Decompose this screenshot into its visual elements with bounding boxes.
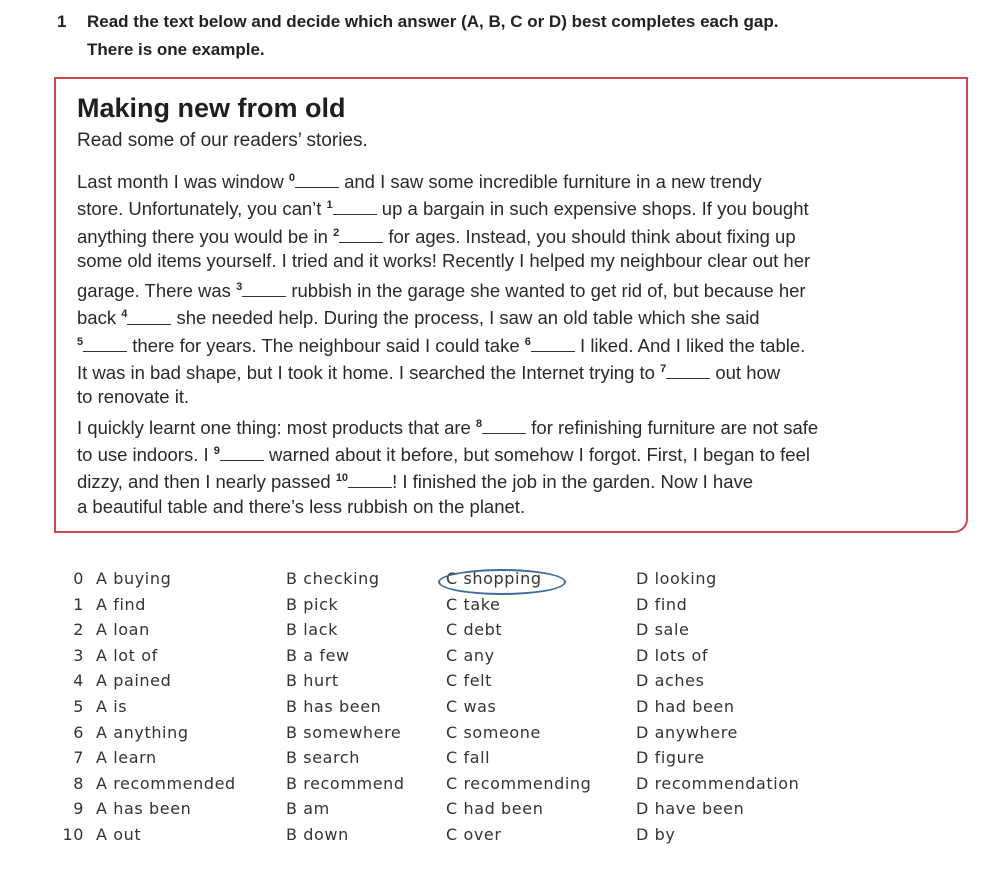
option-b[interactable]: B pick <box>286 594 339 614</box>
option-a[interactable]: A find <box>96 594 147 614</box>
option-d[interactable]: D had been <box>636 696 735 716</box>
answer-options <box>60 569 960 851</box>
article-line <box>77 465 957 492</box>
gap-blank[interactable] <box>482 416 526 434</box>
option-c[interactable]: C felt <box>446 671 493 691</box>
gap-number: 8 <box>476 417 483 430</box>
text-segment: Last month I was window <box>77 171 289 193</box>
article-line <box>77 192 957 219</box>
option-d[interactable]: D recommendation <box>636 773 800 793</box>
option-b[interactable]: B recommend <box>286 773 405 793</box>
text-segment: a beautiful table and there’s less rubbish on the planet. <box>77 495 526 517</box>
option-d[interactable]: D anywhere <box>636 722 738 742</box>
option-a[interactable]: A lot of <box>96 645 158 665</box>
text-segment: and I saw some incredible furniture in a new trendy <box>338 171 762 193</box>
article-text <box>77 165 957 520</box>
option-b[interactable]: B hurt <box>286 671 339 691</box>
option-a[interactable]: A recommended <box>96 773 236 793</box>
gap-number: 9 <box>213 444 220 457</box>
article-line <box>77 356 957 383</box>
option-row <box>60 569 960 595</box>
option-b[interactable]: B somewhere <box>286 722 402 742</box>
option-b[interactable]: B am <box>286 799 330 819</box>
gap-blank[interactable] <box>220 443 264 461</box>
question-number: 4 <box>73 671 84 691</box>
option-a[interactable]: A is <box>96 696 128 716</box>
option-row <box>60 646 960 672</box>
text-segment: to renovate it. <box>77 386 190 408</box>
text-segment: some old items yourself. I tried and it works! Recently I helped my neighbour clear out her <box>77 249 811 271</box>
option-d[interactable]: D aches <box>636 671 705 691</box>
text-segment: I quickly learnt one thing: most products that are <box>77 416 476 438</box>
article-line <box>77 274 957 301</box>
text-segment: garage. There was <box>77 280 237 302</box>
gap-number: 5 <box>77 335 84 348</box>
option-a[interactable]: A anything <box>96 722 189 742</box>
option-b[interactable]: B a few <box>286 645 350 665</box>
gap-blank[interactable] <box>127 307 171 325</box>
question-number: 7 <box>73 748 84 768</box>
question-number: 10 <box>62 824 84 844</box>
option-row <box>60 697 960 723</box>
article-line <box>77 493 957 520</box>
text-segment: ! I finished the job in the garden. Now I have <box>392 471 754 493</box>
text-segment: there for years. The neighbour said I could take <box>127 334 525 356</box>
question-number: 5 <box>73 696 84 716</box>
article-line <box>77 220 957 247</box>
option-d[interactable]: D by <box>636 824 676 844</box>
option-a[interactable]: A out <box>96 824 142 844</box>
gap-number: 2 <box>333 226 340 239</box>
option-b[interactable]: B has been <box>286 696 382 716</box>
gap-blank[interactable] <box>666 361 710 379</box>
option-d[interactable]: D have been <box>636 799 745 819</box>
article-line <box>77 411 957 438</box>
option-a[interactable]: A learn <box>96 748 157 768</box>
option-b[interactable]: B search <box>286 748 361 768</box>
article-line <box>77 383 957 410</box>
question-number: 2 <box>73 620 84 640</box>
gap-blank[interactable] <box>83 334 127 352</box>
text-segment: It was in bad shape, but I took it home. I searched the Internet trying to <box>77 362 661 384</box>
option-row <box>60 774 960 800</box>
gap-number: 1 <box>326 199 333 212</box>
option-c[interactable]: C debt <box>446 620 503 640</box>
option-d[interactable]: D lots of <box>636 645 709 665</box>
gap-number: 7 <box>660 363 667 376</box>
option-a[interactable]: A loan <box>96 620 150 640</box>
question-number: 9 <box>73 799 84 819</box>
text-segment: rubbish in the garage she wanted to get rid of, but because her <box>286 280 806 302</box>
text-segment: warned about it before, but somehow I forgot. First, I began to feel <box>263 444 810 466</box>
option-a[interactable]: A buying <box>96 569 172 588</box>
text-segment: out how <box>710 362 781 384</box>
option-d[interactable]: D looking <box>636 569 717 588</box>
article-line <box>77 165 957 192</box>
gap-blank[interactable] <box>242 279 286 297</box>
option-c[interactable]: C any <box>446 645 495 665</box>
text-segment: anything there you would be in <box>77 225 334 247</box>
question-number: 0 <box>73 569 84 588</box>
gap-blank[interactable] <box>348 470 392 488</box>
gap-number: 10 <box>335 472 349 485</box>
gap-blank[interactable] <box>295 170 339 188</box>
option-d[interactable]: D figure <box>636 748 705 768</box>
article-box <box>54 77 968 533</box>
option-d[interactable]: D find <box>636 594 688 614</box>
option-row <box>60 748 960 774</box>
option-c[interactable]: C someone <box>446 722 541 742</box>
text-segment: dizzy, and then I nearly passed <box>77 471 336 493</box>
gap-number: 3 <box>236 281 243 294</box>
option-row <box>60 723 960 749</box>
gap-number: 6 <box>524 335 531 348</box>
gap-blank[interactable] <box>339 225 383 243</box>
text-segment: for refinishing furniture are not safe <box>526 416 819 438</box>
article-title: Making new from old <box>77 93 346 123</box>
text-segment: to use indoors. I <box>77 444 214 466</box>
article-line <box>77 329 957 356</box>
question-number: 8 <box>73 773 84 793</box>
option-d[interactable]: D sale <box>636 620 690 640</box>
option-a[interactable]: A pained <box>96 671 172 691</box>
question-number: 1 <box>73 594 84 614</box>
text-segment: back <box>77 307 122 329</box>
option-c[interactable]: C fall <box>446 748 491 768</box>
gap-number: 0 <box>288 172 295 184</box>
option-a[interactable]: A has been <box>96 799 192 819</box>
text-segment: store. Unfortunately, you can’t <box>77 198 327 220</box>
gap-number: 4 <box>121 308 128 321</box>
option-c[interactable]: C take <box>446 594 501 614</box>
option-row <box>60 595 960 621</box>
article-line <box>77 301 957 328</box>
option-c[interactable]: C shopping <box>446 569 542 588</box>
text-segment: for ages. Instead, you should think about fixing up <box>383 225 796 247</box>
article-subtitle: Read some of our readers’ stories. <box>77 130 368 151</box>
article-line <box>77 438 957 465</box>
instruction-line-1: Read the text below and decide which answer (A, B, C or D) best completes each gap. <box>87 12 779 31</box>
option-b[interactable]: B checking <box>286 569 380 588</box>
text-segment: up a bargain in such expensive shops. If you bought <box>376 198 809 220</box>
option-row <box>60 825 960 851</box>
text-segment: she needed help. During the process, I saw an old table which she said <box>171 307 760 329</box>
option-c[interactable]: C was <box>446 696 497 716</box>
option-b[interactable]: B down <box>286 824 349 844</box>
option-c[interactable]: C had been <box>446 799 544 819</box>
text-segment: I liked. And I liked the table. <box>574 334 806 356</box>
question-number: 6 <box>73 722 84 742</box>
question-number: 3 <box>73 645 84 665</box>
option-row <box>60 799 960 825</box>
option-c[interactable]: C over <box>446 824 502 844</box>
option-c[interactable]: C recommending <box>446 773 592 793</box>
option-row <box>60 671 960 697</box>
instruction-line-2: There is one example. <box>87 40 265 59</box>
article-line <box>77 247 957 274</box>
gap-blank[interactable] <box>531 334 575 352</box>
option-row <box>60 620 960 646</box>
exercise-number: 1 <box>57 12 67 31</box>
gap-blank[interactable] <box>333 197 377 215</box>
option-b[interactable]: B lack <box>286 620 338 640</box>
